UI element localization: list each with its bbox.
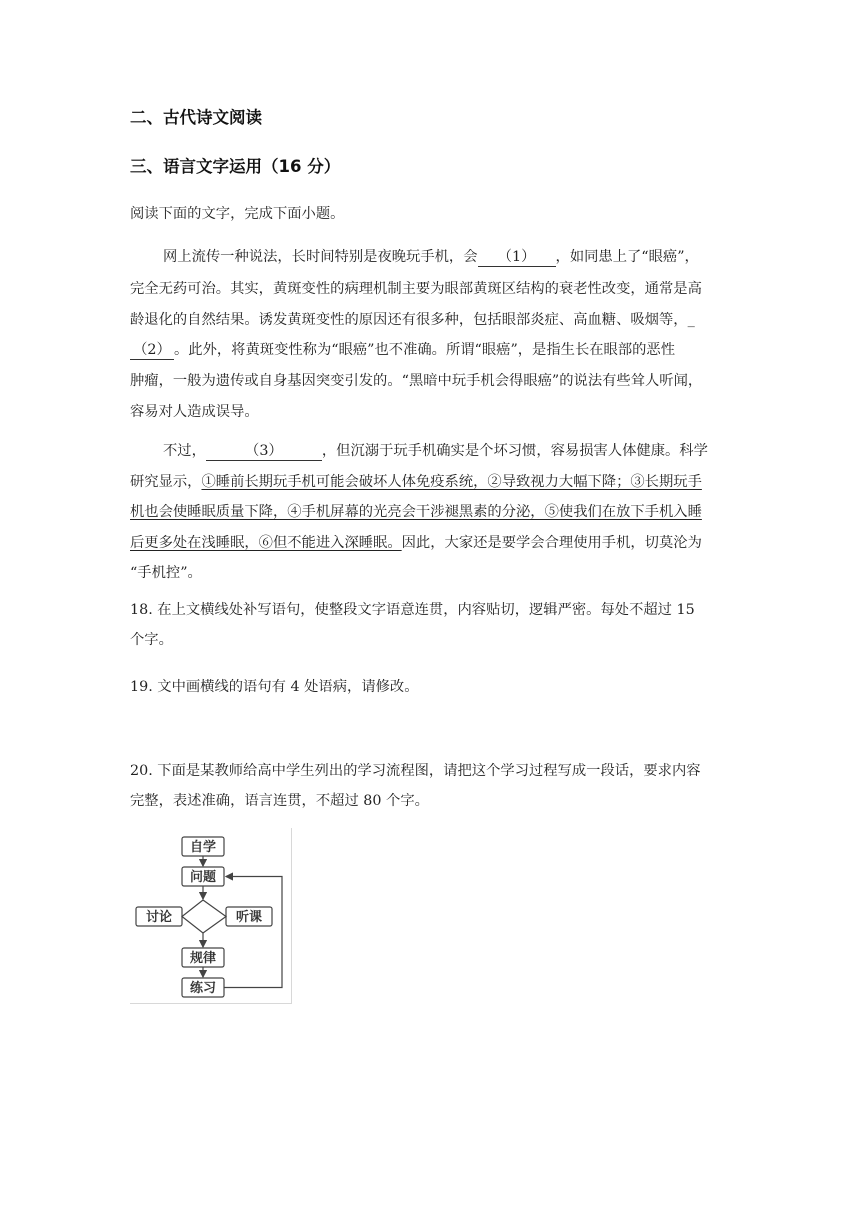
passage-line: 完全无药可治。其实，黄斑变性的病理机制主要为眼部黄斑区结构的衰老性改变，通常是高 bbox=[130, 281, 702, 297]
underlined-sentence: 后更多处在浅睡眠，⑥但不能进入深睡眠。 bbox=[130, 535, 402, 551]
node-zixue: 自学 bbox=[189, 840, 217, 855]
passage-text: ，如同患上了“眼癌”， bbox=[555, 249, 699, 265]
feedback-loop-line bbox=[224, 877, 282, 988]
node-guilv: 规律 bbox=[189, 951, 217, 966]
passage-line: 容易对人造成误导。 bbox=[130, 404, 259, 420]
passage-line bbox=[130, 471, 702, 491]
passage-line bbox=[130, 339, 675, 360]
section-3-title: 三、语言文字运用（16 分） bbox=[130, 157, 341, 176]
passage-text: 不过， bbox=[163, 443, 206, 459]
passage-text: 。此外，将黄斑变性称为“眼癌”也不准确。所谓“眼癌”，是指生长在眼部的恶性 bbox=[174, 342, 676, 358]
passage-text: _ bbox=[687, 312, 695, 328]
node-lianxi: 练习 bbox=[189, 981, 217, 996]
question-19: 19. 文中画横线的语句有 4 处语病，请修改。 bbox=[130, 679, 419, 695]
underlined-sentence: 机也会使睡眠质量下降，④手机屏幕的光亮会干涉褪黑素的分泌，⑤使我们在放下手机入睡 bbox=[130, 504, 702, 520]
passage-line bbox=[163, 246, 699, 267]
passage-line: “手机控”。 bbox=[130, 565, 202, 581]
passage-line bbox=[130, 309, 695, 329]
flowchart-svg bbox=[130, 828, 292, 1004]
passage-text: 网上流传一种说法，长时间特别是夜晚玩手机，会 bbox=[163, 249, 478, 265]
passage-text: 龄退化的自然结果。诱发黄斑变性的原因还有很多种，包括眼部炎症、高血糖、吸烟等， bbox=[130, 312, 688, 328]
passage-text: ，但沉溺于玩手机确实是个坏习惯，容易损害人体健康。科学 bbox=[321, 443, 708, 459]
passage-line: 肿瘤，一般为遗传或自身基因突变引发的。“黑暗中玩手机会得眼癌”的说法有些耸人听闻， bbox=[130, 373, 703, 389]
section-2-title: 二、古代诗文阅读 bbox=[130, 108, 262, 127]
question-18-cont: 个字。 bbox=[130, 632, 173, 648]
passage-line bbox=[130, 532, 702, 552]
passage-text: 因此，大家还是要学会合理使用手机，切莫沦为 bbox=[401, 535, 702, 551]
node-wenti: 问题 bbox=[189, 870, 217, 885]
question-20: 20. 下面是某教师给高中学生列出的学习流程图，请把这个学习过程写成一段话，要求内容 bbox=[130, 763, 701, 779]
underlined-sentence: ①睡前长期玩手机可能会破坏人体免疫系统，②导致视力大幅下降；③长期玩手 bbox=[201, 474, 702, 490]
reading-instruction: 阅读下面的文字，完成下面小题。 bbox=[130, 206, 345, 222]
node-tingke: 听课 bbox=[235, 910, 263, 925]
question-20-cont: 完整，表述准确，语言连贯，不超过 80 个字。 bbox=[130, 793, 429, 809]
passage-line bbox=[163, 440, 708, 461]
learning-flowchart bbox=[130, 828, 292, 1004]
answer-blank-3[interactable]: （3） bbox=[206, 444, 322, 461]
passage-line bbox=[130, 501, 702, 521]
decision-diamond bbox=[182, 900, 226, 933]
passage-text: 研究显示， bbox=[130, 474, 202, 490]
answer-blank-1[interactable]: （1） bbox=[478, 250, 556, 267]
answer-blank-2[interactable]: （2） bbox=[130, 343, 174, 360]
question-18: 18. 在上文横线处补写语句，使整段文字语意连贯，内容贴切，逻辑严密。每处不超过 15 bbox=[130, 602, 695, 618]
node-taolun: 讨论 bbox=[145, 910, 173, 925]
